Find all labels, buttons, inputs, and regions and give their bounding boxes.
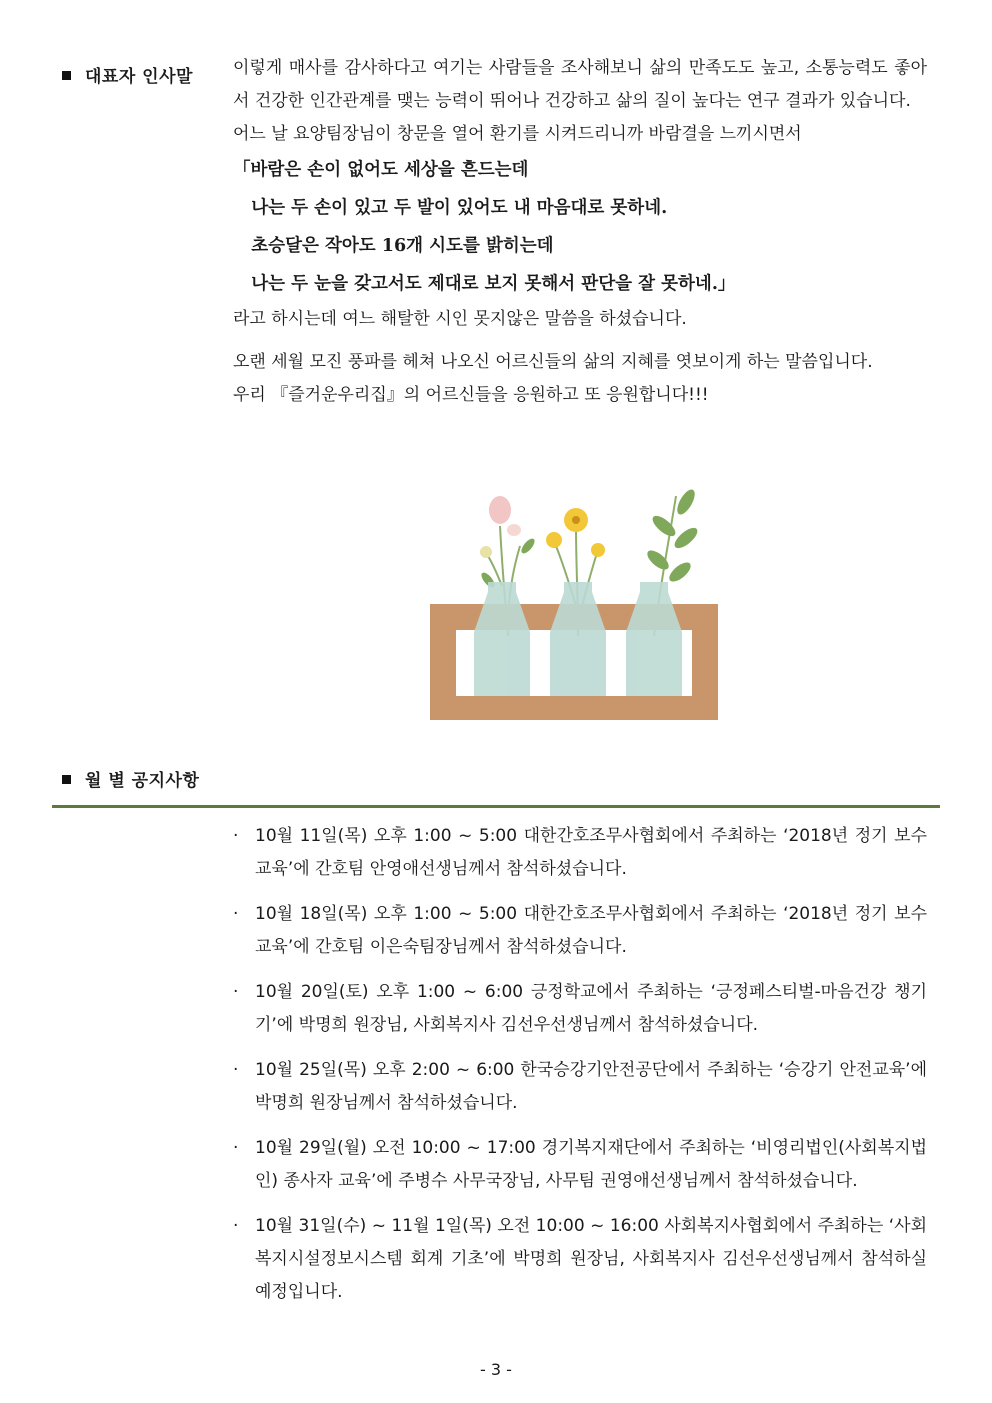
notice-item (233, 820, 927, 886)
page-number: - 3 - (480, 1360, 512, 1379)
bullet-dot: · (233, 1060, 239, 1080)
flower-vase-illustration (428, 486, 720, 722)
bullet-dot: · (233, 982, 239, 1002)
notice-item (233, 1210, 927, 1309)
greeting-heading-text: 대표자 인사말 (85, 67, 193, 87)
greeting-body (233, 52, 927, 412)
poem-line: 나는 두 눈을 갖고서도 제대로 보지 못해서 판단을 잘 못하네.」 (233, 274, 736, 294)
notice-text: 10월 11일(목) 오후 1:00 ~ 5:00 대한간호조무사협회에서 주최하는 ‘2018년 정기 보수교육’에 간호팀 안영애선생님께서 참석하셨습니다. (255, 826, 927, 879)
greeting-heading (62, 62, 193, 87)
notice-text: 10월 25일(목) 오후 2:00 ~ 6:00 한국승강기안전공단에서 주최하는 ‘승강기 안전교육’에 박명희 원장님께서 참석하셨습니다. (255, 1060, 927, 1113)
notice-text: 10월 18일(목) 오후 1:00 ~ 5:00 대한간호조무사협회에서 주최하는 ‘2018년 정기 보수교육’에 간호팀 이은숙팀장님께서 참석하셨습니다. (255, 904, 927, 957)
poem-line: 「바람은 손이 없어도 세상을 흔드는데 (233, 160, 529, 180)
notice-item (233, 898, 927, 964)
square-bullet-icon (62, 71, 71, 80)
notice-text: 10월 31일(수) ~ 11월 1일(목) 오전 10:00 ~ 16:00 사회복지사협회에서 주최하는 ‘사회복지시설정보시스템 회계 기초’에 박명희 원장님, 사회복지사 김선우선생님께서 참석하실 예정입니다. (255, 1216, 927, 1302)
greeting-para-3: 라고 하시는데 여느 해탈한 시인 못지않은 말씀을 하셨습니다. (233, 309, 687, 329)
poem (233, 151, 927, 303)
bullet-dot: · (233, 904, 239, 924)
square-bullet-icon (62, 775, 71, 784)
greeting-para-5: 우리 『즐거운우리집』의 어르신들을 응원하고 또 응원합니다!!! (233, 385, 709, 405)
notices-heading (62, 766, 199, 791)
section-divider (52, 805, 940, 808)
notice-item (233, 1054, 927, 1120)
notice-item (233, 976, 927, 1042)
poem-line: 나는 두 손이 있고 두 발이 있어도 내 마음대로 못하네. (233, 198, 668, 218)
notice-text: 10월 29일(월) 오전 10:00 ~ 17:00 경기복지재단에서 주최하는 ‘비영리법인(사회복지법인) 종사자 교육’에 주병수 사무국장님, 사무팀 권영애선생님께서 참석하셨습니다. (255, 1138, 927, 1191)
notice-list (233, 820, 927, 1321)
notice-item (233, 1132, 927, 1198)
bullet-dot: · (233, 826, 239, 846)
greeting-para-2: 어느 날 요양팀장님이 창문을 열어 환기를 시켜드리니까 바람결을 느끼시면서 (233, 124, 802, 144)
bullet-dot: · (233, 1216, 239, 1236)
greeting-para-4: 오랜 세월 모진 풍파를 헤쳐 나오신 어르신들의 삶의 지혜를 엿보이게 하는 말씀입니다. (233, 352, 873, 372)
greeting-para-1: 이렇게 매사를 감사하다고 여기는 사람들을 조사해보니 삶의 만족도도 높고, 소통능력도 좋아서 건강한 인간관계를 맺는 능력이 뛰어나 건강하고 삶의 질이 높다는 연구 결과가 있습니다. (233, 58, 927, 111)
bullet-dot: · (233, 1138, 239, 1158)
notice-text: 10월 20일(토) 오후 1:00 ~ 6:00 긍정학교에서 주최하는 ‘긍정페스티벌-마음건강 챙기기’에 박명희 원장님, 사회복지사 김선우선생님께서 참석하셨습니다. (255, 982, 927, 1035)
notices-heading-text: 월 별 공지사항 (85, 771, 200, 791)
poem-line: 초승달은 작아도 16개 시도를 밝히는데 (233, 236, 554, 256)
